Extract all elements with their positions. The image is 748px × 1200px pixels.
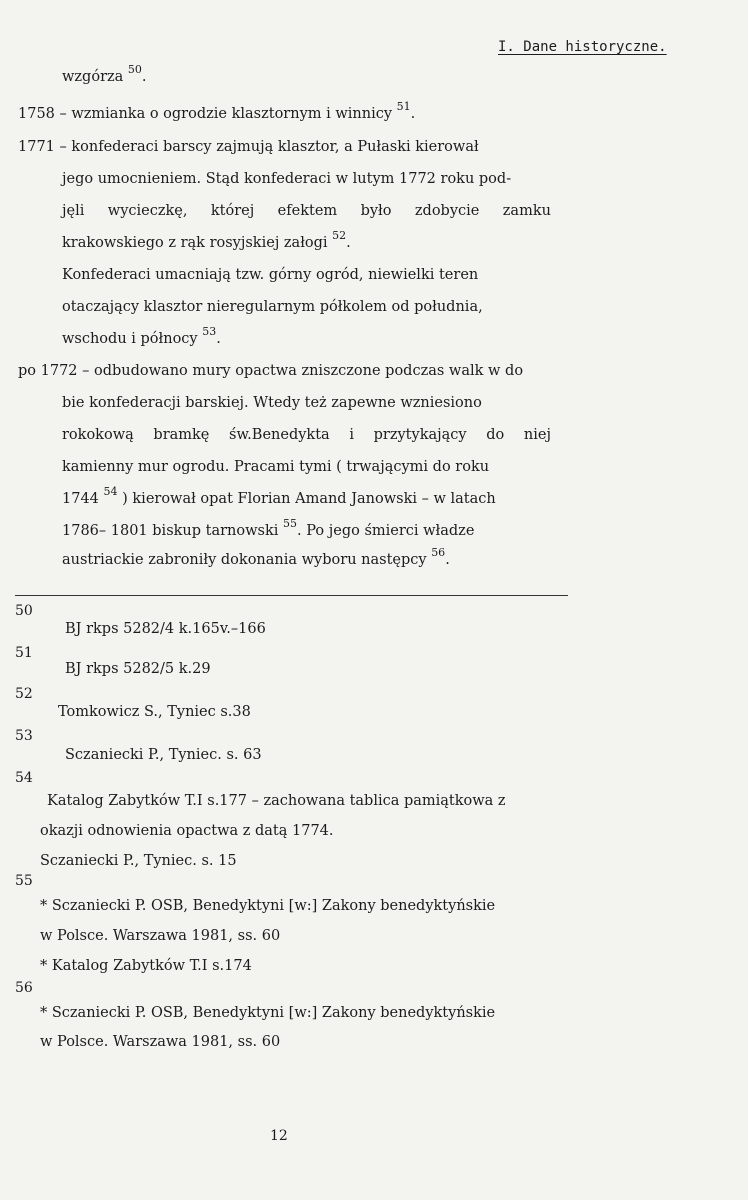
footnote-ref-52: 52 xyxy=(332,229,347,243)
page-number: 12 xyxy=(270,1128,288,1144)
footnote-54-text-1: Katalog Zabytków T.I s.177 – zachowana tablica pamiątkowa z xyxy=(47,793,506,809)
footnote-56-text-1: * Sczaniecki P. OSB, Benedyktyni [w:] Zakony benedyktyńskie xyxy=(40,1005,496,1021)
body-line-15: 1786– 1801 biskup tarnowski $^{55}$. Po jego śmierci władze xyxy=(62,517,475,539)
footnote-number-50: 50 xyxy=(15,603,33,619)
footnote-number-55: 55 xyxy=(15,873,33,889)
footnote-ref-54: 54 xyxy=(103,485,118,499)
body-line-8: otaczający klasztor nieregularnym półkolem od południa, xyxy=(62,299,483,315)
footnote-number-53: 53 xyxy=(15,728,33,744)
footnote-ref-53: 53 xyxy=(202,325,217,339)
body-line-7: Konfederaci umacniają tzw. górny ogród, niewielki teren xyxy=(62,267,479,283)
page-header: I. Dane historyczne. xyxy=(498,39,667,55)
body-line-4: jego umocnieniem. Stąd konfederaci w lutym 1772 roku pod- xyxy=(62,171,512,187)
body-line-2: 1758 – wzmianka o ogrodzie klasztornym i winnicy $^{51}$. xyxy=(18,100,416,122)
footnote-ref-55: 55 xyxy=(283,517,298,531)
footnote-separator xyxy=(15,595,568,596)
body-line-10: po 1772 – odbudowano mury opactwa zniszczone podczas walk w do xyxy=(18,363,524,379)
footnote-51-text: BJ rkps 5282/5 k.29 xyxy=(65,661,211,677)
footnote-55-text-1: * Sczaniecki P. OSB, Benedyktyni [w:] Zakony benedyktyńskie xyxy=(40,898,496,914)
footnote-56-text-2: w Polsce. Warszawa 1981, ss. 60 xyxy=(40,1034,281,1050)
body-line-3: 1771 – konfederaci barscy zajmują klasztor, a Pułaski kierował xyxy=(18,139,479,155)
footnote-number-54: 54 xyxy=(15,770,33,786)
footnote-54-text-3: Sczaniecki P., Tyniec. s. 15 xyxy=(40,853,237,869)
body-line-6: krakowskiego z rąk rosyjskiej załogi $^{52}$. xyxy=(62,229,351,251)
body-line-1: wzgórza $^{50}$. xyxy=(62,63,147,85)
body-line-11: bie konfederacji barskiej. Wtedy też zapewne wzniesiono xyxy=(62,395,482,411)
body-line-9: wschodu i północy $^{53}$. xyxy=(62,325,221,347)
body-line-14: 1744 $^{54}$ ) kierował opat Florian Amand Janowski – w latach xyxy=(62,485,496,507)
footnote-number-56: 56 xyxy=(15,980,33,996)
body-line-13: kamienny mur ogrodu. Pracami tymi ( trwającymi do roku xyxy=(62,459,490,475)
body-line-16: austriackie zabroniły dokonania wyboru następcy $^{56}$. xyxy=(62,546,450,568)
footnote-number-51: 51 xyxy=(15,645,33,661)
footnote-ref-56: 56 xyxy=(431,546,446,560)
footnote-54-text-2: okazji odnowienia opactwa z datą 1774. xyxy=(40,823,334,839)
footnote-number-52: 52 xyxy=(15,686,33,702)
body-line-5: jęli wycieczkę, której efektem było zdobycie zamku xyxy=(62,203,551,219)
footnote-55-text-2: w Polsce. Warszawa 1981, ss. 60 xyxy=(40,928,281,944)
footnote-55-text-3: * Katalog Zabytków T.I s.174 xyxy=(40,958,252,974)
footnote-ref-50: 50 xyxy=(127,63,142,77)
footnote-52-text: Tomkowicz S., Tyniec s.38 xyxy=(58,704,251,720)
footnote-ref-51: 51 xyxy=(396,100,411,114)
footnote-53-text: Sczaniecki P., Tyniec. s. 63 xyxy=(65,747,262,763)
body-line-12: rokokową bramkę św.Benedykta i przytykający do niej xyxy=(62,427,551,443)
footnote-50-text: BJ rkps 5282/4 k.165v.–166 xyxy=(65,621,266,637)
